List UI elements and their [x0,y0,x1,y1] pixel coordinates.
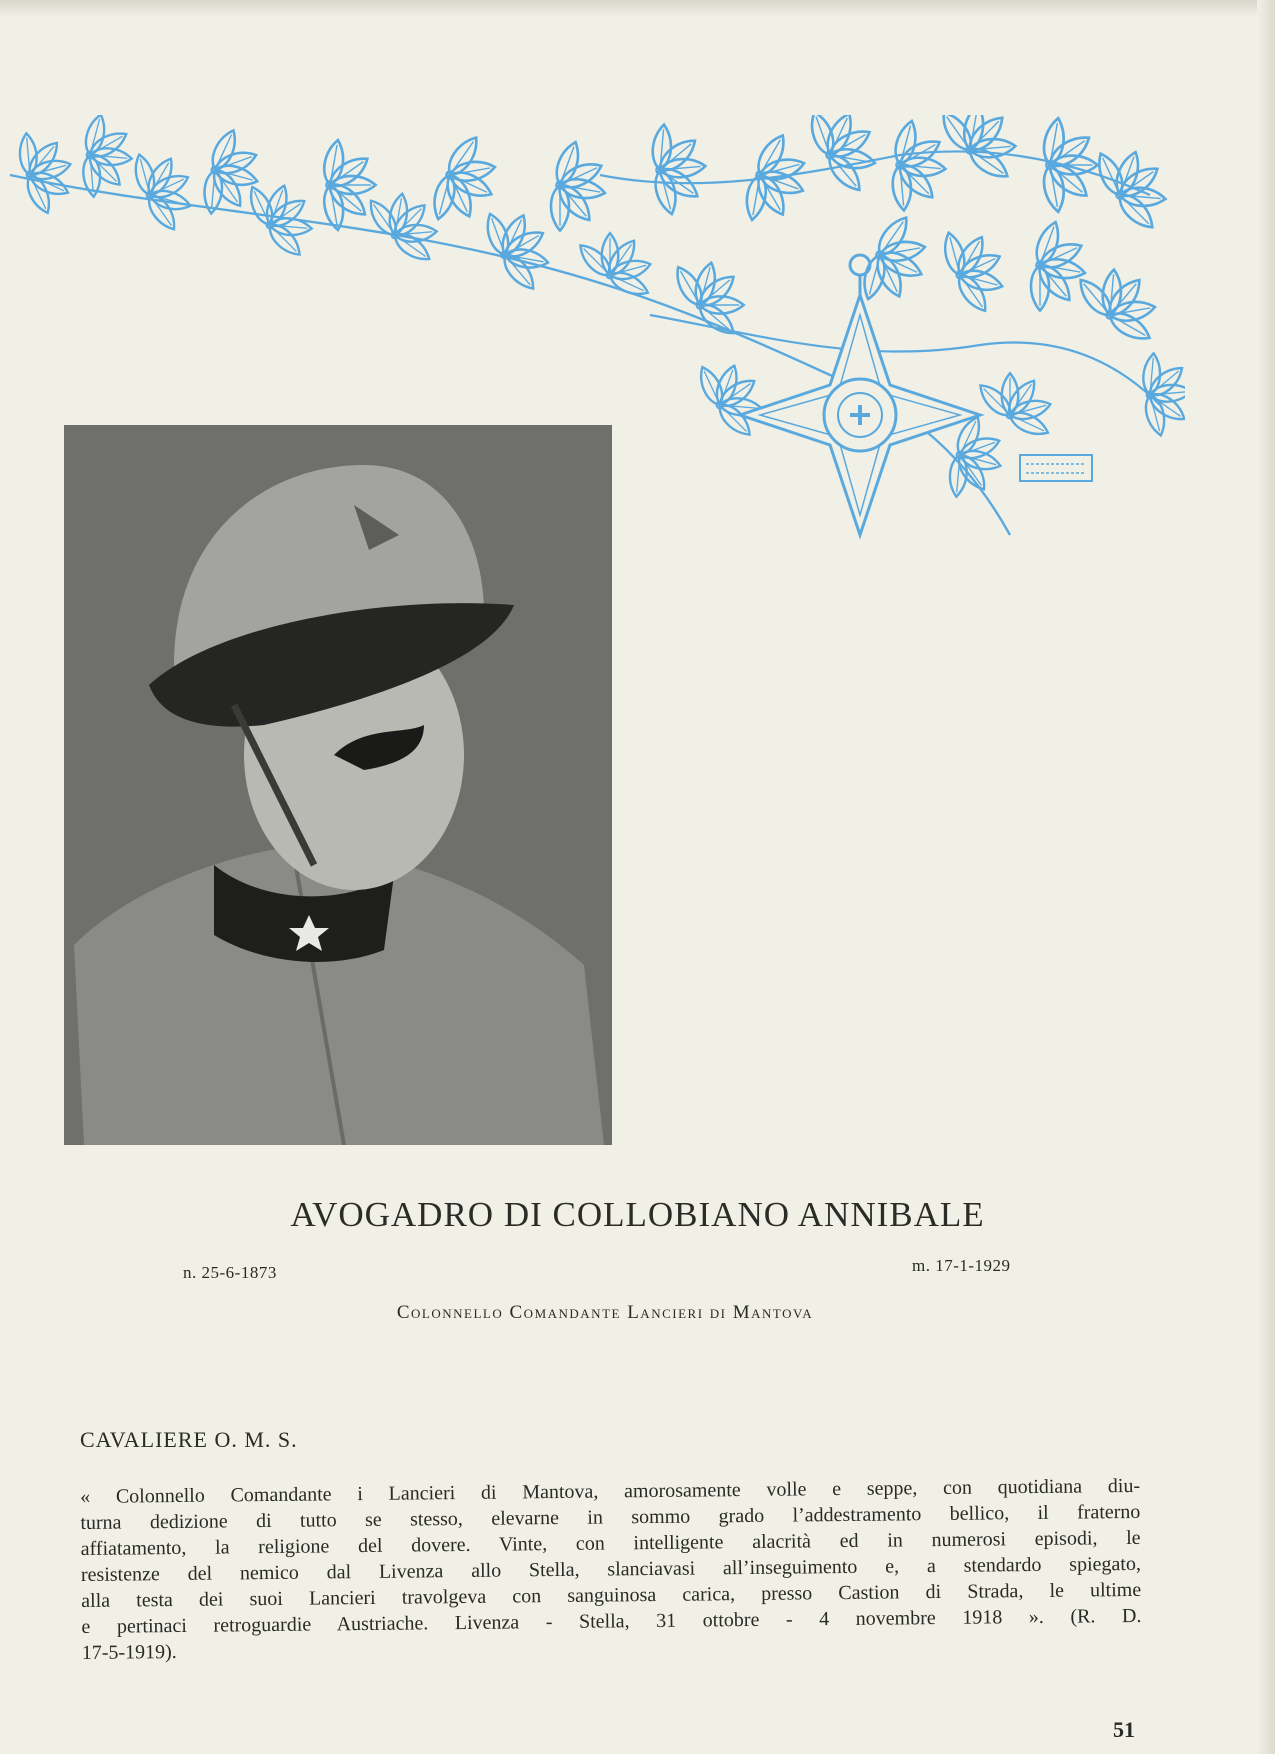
citation-line: alla testa dei suoi Lancieri travolgeva con sanguinosa carica, presso Castion di Strada, le ultime [81,1578,1142,1612]
portrait-photo [64,425,612,1145]
citation-line: 17-5-1919). [81,1640,177,1664]
birth-date: n. 25-6-1873 [183,1263,277,1282]
citation-line: e pertinaci retroguardie Austriache. Livenza - Stella, 31 ottobre - 4 novembre 1918 ». (R. D. [81,1604,1142,1638]
citation-line: turna dedizione di tutto se stesso, elevarne in sommo grado l’addestramento bellico, il fraterno [80,1500,1141,1534]
medal-icon [740,255,980,535]
award-citation [80,1473,1142,1666]
engraver-signature-box [1020,455,1092,481]
person-name: AVOGADRO DI COLLOBIANO ANNIBALE [290,1195,985,1234]
person-rank: Colonnello Comandante Lancieri di Mantova [396,1302,814,1323]
award-title: CAVALIERE O. M. S. [80,1427,298,1452]
page-top-shadow [0,0,1275,16]
page-number: 51 [1113,1717,1135,1742]
death-date: m. 17-1-1929 [912,1256,1011,1275]
citation-line: resistenze del nemico dal Livenza allo Stella, slanciavasi all’inseguimento e, a stendardo spiegato, [80,1552,1142,1586]
citation-line: affiatamento, la religione del dovere. Vinte, con intelligente alacrità ed in numerosi episodi, le [80,1526,1141,1560]
page-edge-shadow [1257,0,1275,1754]
citation-line: « Colonnello Comandante i Lancieri di Mantova, amorosamente volle e seppe, con quotidiana diu- [80,1474,1141,1508]
